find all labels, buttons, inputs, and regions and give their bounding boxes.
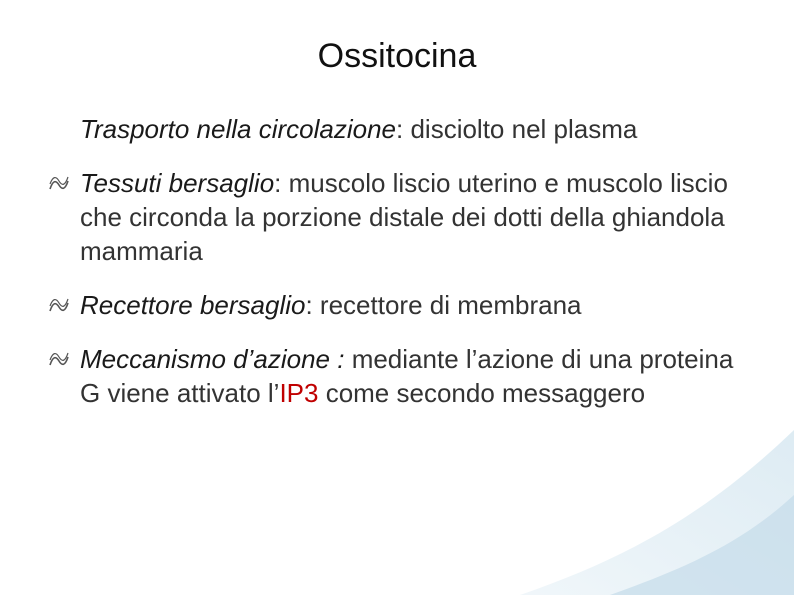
item-text: disciolto nel plasma <box>403 114 638 144</box>
list-item <box>48 112 748 146</box>
wave-bullet-icon <box>48 174 70 194</box>
wave-bullet-icon <box>48 296 70 316</box>
slide-title <box>0 32 794 80</box>
list-item <box>48 342 748 410</box>
item-text: muscolo liscio uterino e muscolo liscio che circonda la porzione distale dei dotti della ghiandola mammaria <box>80 168 728 266</box>
list-item <box>48 166 748 268</box>
wave-bullet-icon <box>48 350 70 370</box>
item-text: mediante l’azione di una proteina G viene attivato l’ <box>80 344 734 408</box>
item-separator: : <box>396 114 404 144</box>
list-item <box>48 288 748 322</box>
slide-title-text: Ossitocina <box>317 37 477 75</box>
item-text-after: come secondo messaggero <box>318 378 646 408</box>
ip3-highlight: IP3 <box>279 378 319 408</box>
bullet-list <box>48 112 748 410</box>
item-label: Tessuti bersaglio <box>80 168 275 198</box>
item-separator: : <box>274 168 282 198</box>
item-text: recettore di membrana <box>312 290 582 320</box>
item-label: Trasporto nella circolazione <box>80 114 396 144</box>
item-label: Meccanismo d’azione : <box>80 344 345 374</box>
item-separator: : <box>305 290 313 320</box>
item-label: Recettore bersaglio <box>80 290 306 320</box>
